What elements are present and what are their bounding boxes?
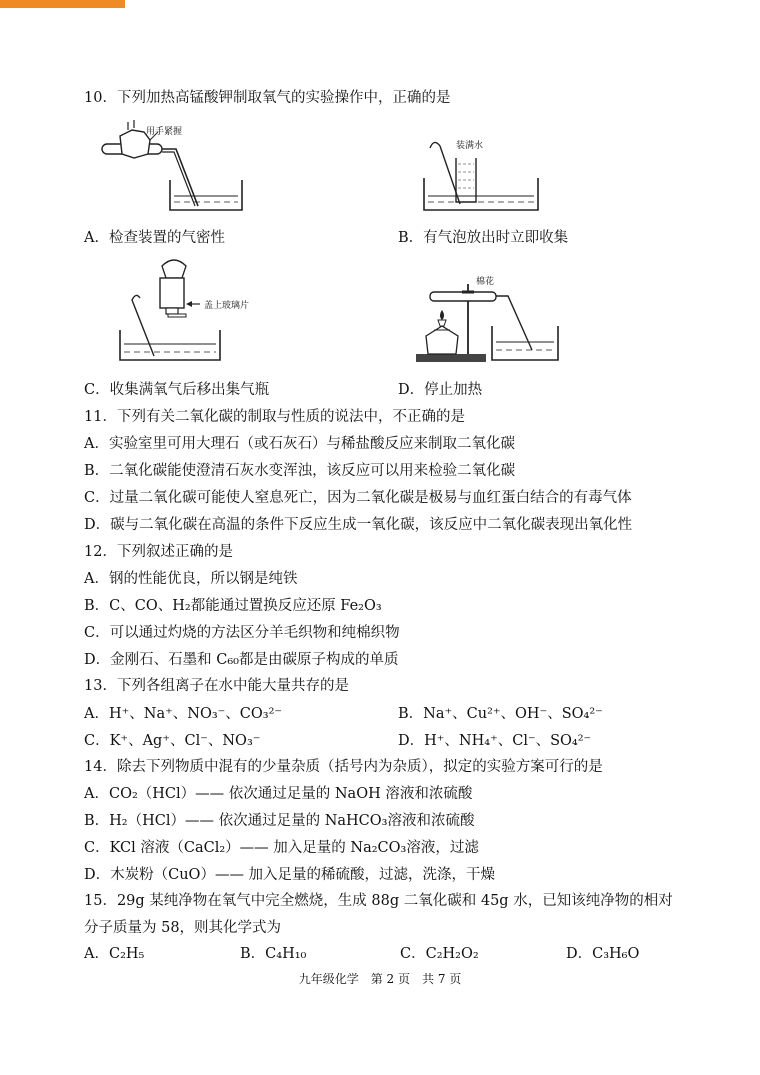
q11-option-a: A．实验室里可用大理石（或石灰石）与稀盐酸反应来制取二氧化碳 [84, 436, 515, 452]
q11-stem: 11．下列有关二氧化碳的制取与性质的说法中，不正确的是 [84, 409, 465, 425]
figure-c-label: 盖上玻璃片 [204, 301, 250, 311]
q13-stem: 13．下列各组离子在水中能大量共存的是 [84, 678, 349, 694]
figure-d-label: 棉花 [476, 277, 495, 287]
q15-option-d: D．C₃H₆O [566, 946, 640, 962]
q13-option-c: C．K⁺、Ag⁺、Cl⁻、NO₃⁻ [84, 733, 261, 749]
q10-option-a: A．检查装置的气密性 [84, 230, 225, 246]
q11-option-c: C．过量二氧化碳可能使人窒息死亡，因为二氧化碳是极易与血红蛋白结合的有毒气体 [84, 490, 632, 506]
q13-option-d: D．H⁺、NH₄⁺、Cl⁻、SO₄²⁻ [398, 733, 592, 749]
q12-option-c: C．可以通过灼烧的方法区分羊毛织物和纯棉织物 [84, 625, 400, 641]
q11-option-d: D．碳与二氧化碳在高温的条件下反应生成一氧化碳，该反应中二氧化碳表现出氧化性 [84, 517, 633, 533]
q14-option-a: A．CO₂（HCl）—— 依次通过足量的 NaOH 溶液和浓硫酸 [84, 786, 473, 802]
figure-c-move-bottle [116, 256, 266, 364]
q14-option-b: B．H₂（HCl）—— 依次通过足量的 NaHCO₃溶液和浓硫酸 [84, 813, 475, 829]
q15-stem-line1: 15．29g 某纯净物在氧气中完全燃烧，生成 88g 二氧化碳和 45g 水，已知该纯净物的相对 [84, 893, 673, 909]
q11-option-b: B．二氧化碳能使澄清石灰水变浑浊，该反应可以用来检验二氧化碳 [84, 463, 516, 479]
figure-a-airtight-check [98, 118, 248, 218]
q10-option-c: C．收集满氧气后移出集气瓶 [84, 382, 270, 398]
q12-stem: 12．下列叙述正确的是 [84, 544, 233, 560]
q10-stem: 10．下列加热高锰酸钾制取氧气的实验操作中，正确的是 [84, 90, 451, 106]
q12-option-b: B．C、CO、H₂都能通过置换反应还原 Fe₂O₃ [84, 598, 382, 614]
q10-option-d: D．停止加热 [398, 382, 483, 398]
q13-option-b: B．Na⁺、Cu²⁺、OH⁻、SO₄²⁻ [398, 706, 603, 722]
q12-option-d: D．金刚石、石墨和 C₆₀都是由碳原子构成的单质 [84, 652, 399, 668]
figure-b-label: 装满水 [456, 141, 484, 151]
q15-option-a: A．C₂H₅ [84, 946, 145, 962]
top-accent-bar [0, 0, 125, 8]
figure-d-stop-heating [412, 270, 562, 366]
q15-option-c: C．C₂H₂O₂ [400, 946, 479, 962]
figure-b-collect-gas [420, 134, 550, 214]
q14-option-d: D．木炭粉（CuO）—— 加入足量的稀硫酸，过滤，洗涤，干燥 [84, 867, 496, 883]
q12-option-a: A．钢的性能优良，所以钢是纯铁 [84, 571, 298, 587]
page-footer: 九年级化学 第 2 页 共 7 页 [298, 972, 462, 986]
q14-stem: 14．除去下列物质中混有的少量杂质（括号内为杂质），拟定的实验方案可行的是 [84, 759, 603, 775]
q15-stem-line2: 分子质量为 58，则其化学式为 [84, 920, 282, 936]
q13-option-a: A．H⁺、Na⁺、NO₃⁻、CO₃²⁻ [84, 706, 283, 722]
q14-option-c: C．KCl 溶液（CaCl₂）—— 加入足量的 Na₂CO₃溶液，过滤 [84, 840, 479, 856]
q15-option-b: B．C₄H₁₀ [240, 946, 307, 962]
q10-option-b: B．有气泡放出时立即收集 [398, 230, 569, 246]
figure-a-label: 用手紧握 [146, 127, 183, 137]
